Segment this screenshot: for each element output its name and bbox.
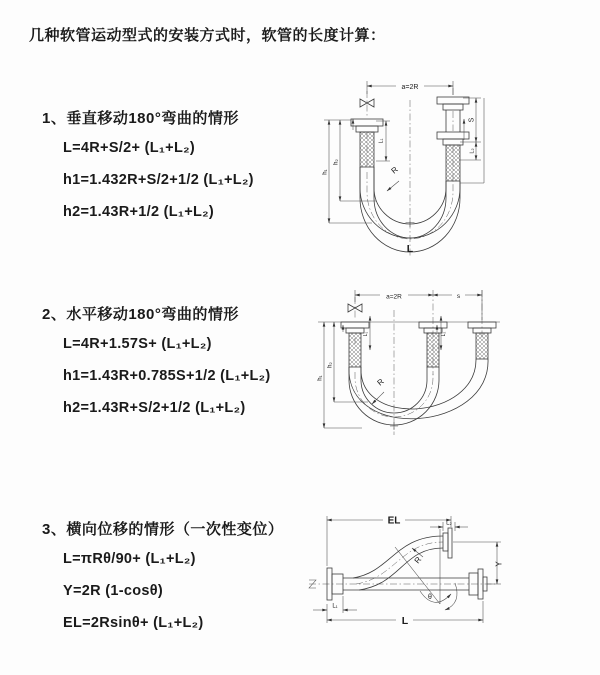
length-label: L [401,615,409,627]
dim-label-y: Y [494,561,504,567]
dim-label-l1: L₁ [363,331,369,337]
right-braided-hose [446,145,460,181]
section2-formula-h2: h2=1.43R+S/2+1/2 (L₁+L₂) [63,400,246,416]
section1-formula-h1: h1=1.432R+S/2+1/2 (L₁+L₂) [63,172,254,188]
section3-formula-EL: EL=2Rsinθ+ (L₁+L₂) [63,615,204,631]
dimension-lines [313,515,501,625]
section2-heading: 2、水平移动180°弯曲的情形 [42,306,239,323]
section3-heading: 3、横向位移的情形（一次性变位） [42,521,284,538]
dim-label-s: S [468,117,476,123]
dim-label-el: EL [387,515,401,527]
dim-label-l2: L₂ [469,148,476,154]
length-label: L [406,243,414,255]
dim-label-h1: h₁ [322,169,329,175]
radius-label: R [389,164,400,176]
section1-formula-L: L=4R+S/2+ (L₁+L₂) [63,140,195,156]
hose-curves [349,359,488,425]
section3-formula-Y: Y=2R (1-cosθ) [63,583,163,599]
radius-label: R [375,376,386,388]
upper-flange [443,528,452,558]
left-braided-hose [360,132,374,167]
dim-label-h1: h₁ [317,375,324,381]
section2-formula-h1: h1=1.43R+0.785S+1/2 (L₁+L₂) [63,368,271,384]
right-flange-top [437,97,469,110]
hose-s-curve [353,536,443,590]
radius-label: R [412,555,424,566]
centerlines [355,290,482,435]
dim-label-a2r: a=2R [401,84,419,91]
dim-label-h2: h₂ [333,159,340,165]
dim-label-a2r: a=2R [386,293,402,301]
left-braided-hose [349,333,361,367]
diagram-horizontal-180-bend [310,280,600,472]
section2-formula-L: L=4R+1.57S+ (L₁+L₂) [63,336,212,352]
middle-braided-hose [427,333,439,367]
page-title: 几种软管运动型式的安装方式时，软管的长度计算： [29,27,386,44]
dim-label-l1: L₁ [332,603,338,610]
diagram-lateral-displacement [299,500,599,655]
section1-formula-h2: h2=1.43R+1/2 (L₁+L₂) [63,204,215,220]
right-braided-hose [476,333,488,359]
dim-label-s: s [456,293,461,300]
section1-heading: 1、垂直移动180°弯曲的情形 [42,110,239,127]
dim-label-l2: L₂ [441,331,447,337]
angle-label: θ [428,594,432,601]
dim-label-l1: L₁ [378,138,385,144]
left-flange [341,322,369,333]
diagram-vertical-180-bend [310,70,600,265]
centerlines [367,88,453,256]
dim-label-l2: L₂ [446,520,452,527]
section3-formula-L: L=πRθ/90+ (L₁+L₂) [63,551,196,567]
dim-label-h2: h₂ [327,362,334,368]
